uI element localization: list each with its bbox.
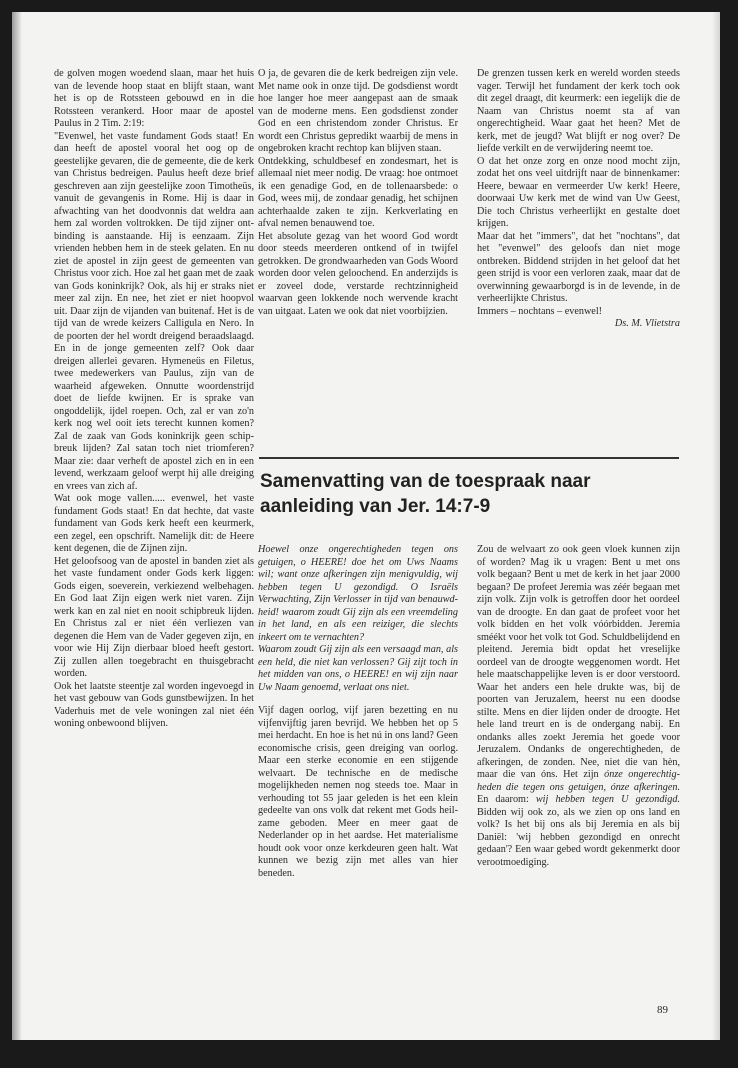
section-heading: Samenvatting van de toespraak naar aanleiding van Jer. 14:7-9: [260, 471, 591, 517]
magazine-page: [12, 12, 720, 1040]
paragraph: de golven mogen woedend slaan, maar het huis van de levende hoop staat en blijft staan, want het is op de Rotssteen gebouwd en in die Rotssteen verankerd. Hoor maar de apostel Paulus in 2 Tim. 2:19:: [54, 68, 254, 129]
emphasis-run: ónze ongerechtigheden die tegen ons getuigen, ónze afkeringen.: [477, 769, 680, 793]
paragraph: Immers – nochtans – evenwel!: [477, 305, 603, 317]
paragraph: Het absolute gezag van het woord God wordt door steeds meerderen ontkend of in twijfel getrokken. De grondwaarheden van Gods Woord worden door velen geloochend. En anderzijds is er zoveel dode, verstarde rechtzinnigheid waarvan geen lokkende noch wervende kracht van uitgaat. Laten we ook dat niet voorbijzien.: [258, 230, 458, 317]
article-column-2: [258, 68, 458, 318]
paragraph: Wat ook moge vallen..... evenwel, het vaste fundament Gods staat! En dat hechte, dat vaste fundament van Gods kerk heeft een keurmerk, een zegel, een opschrift. Namelijk dit: de Heere kent degenen, die de Zijnen zijn.: [54, 493, 254, 554]
page-number: 89: [657, 1004, 668, 1016]
paragraph: O dat het onze zorg en onze nood mocht zijn, zodat het ons veel uitdrijft naar de binnenkamer: Heere, bewaar en vermeerder Uw kerk! Heere, doorwaai Uw kerk met de wind van Uw Geest, Die toch Christus verheerlijkt en gestalte doet krijgen.: [477, 155, 680, 229]
paragraph: Het geloofsoog van de apostel in banden ziet als het vaste fundament onder Gods kerk liggen: Gods eigen, soeverein, verkiezend welbehagen. En God laat Zijn eigen werk niet varen. Zijn werk kan en zal niet en nooit schipbreuk lijden. En Christus zal er niet één verliezen van degenen die Hem van de Vader gegeven zijn, en voor wie Hij Zijn dierbaar bloed heeft gestort. Zij zullen allen toegebracht en thuisgebracht worden.: [54, 555, 254, 679]
text-run: En daarom:: [477, 794, 536, 805]
emphasis-run: wij hebben tegen U gezondigd.: [535, 794, 680, 805]
scripture-quote: Waarom zoudt Gij zijn als een versaagd man, als een held, die niet kan verlossen? Gij zijt toch in het midden van ons, o HEERE! en wij zijn naar Uw Naam genoemd, verlaat ons niet.: [258, 644, 458, 693]
paragraph: Maar dat het "immers", dat het "nochtans", dat het "evenwel" des geloofs dan niet moge ontbreken. Biddend strijden in het geloof dat het geen strijd is voor een verloren zaak, maar dat de overwinning gewaarborgd is in de levende, in de verheerlijkte Christus.: [477, 230, 680, 304]
paragraph: [477, 544, 680, 869]
author-signature: Ds. M. Vlietstra: [614, 318, 680, 329]
page-spine-shadow: [12, 12, 22, 1040]
page-edge-shadow: [712, 12, 720, 1040]
scripture-quote: Hoewel onze ongerechtigheden tegen ons getuigen, o HEERE! doe het om Uws Naams wil; want onze afkeringen zijn menigvuldig, wij hebben tegen U gezondigd. O Israëls Verwachting, Zijn Verlosser in tijd van benauwdheid! waarom zoudt Gij zijn als een vreemdeling in het land, en als een reiziger, die slechts inkeert om te vernachten?: [258, 544, 458, 643]
paragraph: Ontdekking, schuldbesef en zondesmart, het is allemaal niet meer nodig. De vraag: hoe ontmoet ik een genadige God, en de tollenaarsbede: o God, wees mij, de zondaar genadig, het schijnen achterhaalde zaken te zijn. Kerkverlating en afval nemen benauwend toe.: [258, 155, 458, 229]
article-column-3: [477, 68, 680, 331]
paragraph: "Evenwel, het vaste fundament Gods staat! En dan heeft de apostel vooral het oog op de geestelijke gevaren, die de gemeente, die de kerk van Christus bedreigen. Paulus heeft deze brief geschreven aan zijn geestelijke zoon Timotheüs, vanuit de gevangenis in Rome. Hij is daar in afwachting van het doodvonnis dat weldra aan hem zal worden voltrokken. De tijd zijner ontbinding is aanstaande. Hij is eenzaam. Zijn vrienden hebben hem in de steek gelaten. En nu ziet de apostel in zijn geest de gemeenten van Christus voor zich. Hoe zal het gaan met de zaak van Gods koninkrijk? Ook, als hij er straks niet meer zal zijn. En nee, het ziet er niet hoopvol uit. Daar zijn de vijanden van buitenaf. Het is de tijd van de wrede keizers Calligula en Nero. In de poorten der hel wordt dreigend beraadslaagd. En in de jonge gemeenten zelf? Ook daar dreigen allerlei gevaren. Hymeneüs en Filetus, twee medewerkers van Paulus, zijn van de waarheid afgeweken. Onnutte woordenstrijd doet de liefde kwijnen. Er is sprake van ongoddelijk, ijdel roepen. Och, zal er van zo'n kerk nog wel ooit iets terecht kunnen komen? Zal de zaak van Gods koninkrijk geen schipbreuk lijden? Zal satan toch niet triomferen? Maar zie: daar verheft de apostel zich en in een levend, werkzaam geloof werpt hij alle dreiging en vrees van zich af.: [54, 130, 254, 492]
paragraph: Vijf dagen oorlog, vijf jaren bezetting en nu vijfenvijftig jaren bevrijd. We hebben het op 5 mei herdacht. En hoe is het nú in ons land? Geen economische crisis, geen dreiging van oorlog. Maar een sterke economie en een stijgende welvaart. De technische en de medische mogelijkheden nemen nog steeds toe. Maar in verhouding tot 55 jaar geleden is het een klein gedeelte van ons volk dat rekent met Gods heilzame geboden. Meer en meer gaat de Nederlander op in het aardse. Het materialisme houdt ook voor onze kerkdeuren geen halt. Wat kunnen we bezig zijn met alles van hier beneden.: [258, 705, 458, 879]
text-run: Bidden wij ook zo, als we zien op ons land en volk? Is het bij ons als bij Jeremia en als bij Daniël: 'wij hebben gezondigd en onrecht gedaan'? Een waar gebed wordt gekenmerkt door verootmoediging.: [477, 806, 680, 868]
paragraph: Ook het laatste steentje zal worden ingevoegd in het vast gebouw van Gods gunstbewijzen. In het Vaderhuis met de vele woningen zal niet één woning onbewoond blijven.: [54, 680, 254, 729]
summary-column-right: [477, 544, 680, 869]
paragraph: De grenzen tussen kerk en wereld worden steeds vager. Terwijl het fundament der kerk toch ook dit zegel draagt, dit keurmerk: een iegelijk die de Naam van Christus noemt sta af van ongerechtigheid. Waar gaat het heen? Met de kerk, met de jeugd? Wat blijft er nog over? De liefde verkilt en de verwijdering neemt toe.: [477, 68, 680, 154]
article-column-1: [54, 68, 254, 731]
section-divider: [259, 457, 679, 459]
text-run: Zou de welvaart zo ook geen vloek kunnen zijn of worden? Mag ik u vragen: Bent u met ons volk begaan? Bent u met de kerk in het jaar 2000 begaan? De profeet Jeremia was zéér begaan met zijn volk. Zijn volk is getroffen door het oordeel van de droogte. En dan gaat de profeet voor het volk bidden en het volk vóórbidden. Jeremia sméékt voor het volk tot God. Schuldbelijdend en pleitend. Jeremia bidt opdat het vreselijke oordeel van de droogte weggenomen wordt. Het hele maatschappelijke leven is er door verstoord. Waar het anders een hele drukte was, bij de poorten van Jeruzalem, heerst nu een doodse stilte. Mens en dier lijden onder de droogte. Het hele land treurt en is de ondergang nabij. En ondanks alles zoekt Jeremia het goede voor Jeruzalem. Ondanks de ongerechtigheden, de afkeringen, de zonden. Nee, niet die van hèn, maar die van óns. Het zijn: [477, 544, 680, 780]
summary-column-left: [258, 544, 458, 880]
paragraph: O ja, de gevaren die de kerk bedreigen zijn vele. Met name ook in onze tijd. De godsdienst wordt hoe langer hoe meer aangepast aan de smaak van de moderne mens. Een godsdienst zonder God en een christendom zonder Christus. Er wordt een Christus gepredikt waarbij de mens in ongebroken kracht rechtop kan blijven staan.: [258, 68, 458, 154]
